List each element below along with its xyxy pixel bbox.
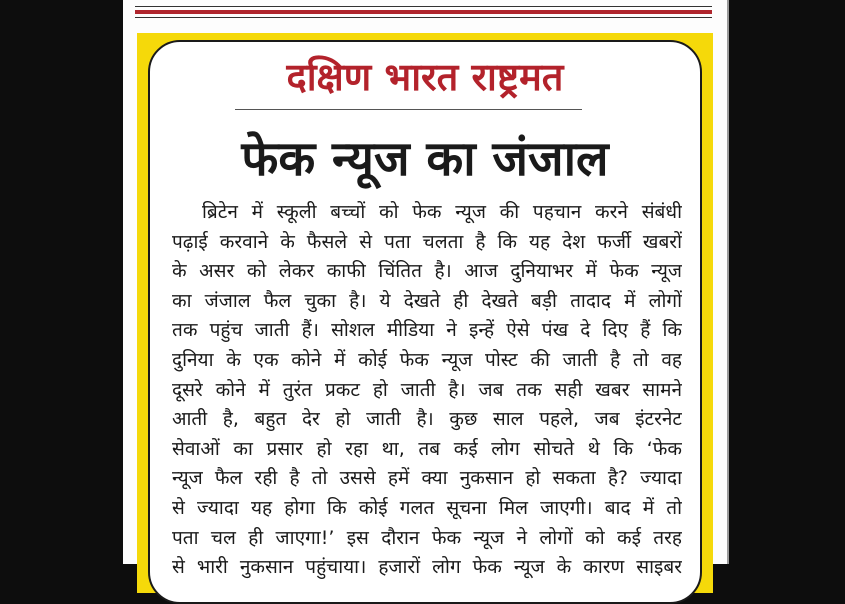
body-line: पता चल ही जाएगा!’ इस दौरान फेक न्यूज ने लोगों को कई तरह	[172, 526, 682, 549]
masthead-divider	[235, 109, 582, 110]
body-line: ब्रिटेन में स्कूली बच्चों को फेक न्यूज की पहचान करने संबंधी	[202, 201, 682, 223]
body-line: से भारी नुकसान पहुंचाया। हजारों लोग फेक न्यूज के कारण साइबर	[172, 556, 682, 579]
body-line: पढ़ाई करवाने के फैसले से पता चलता है कि यह देश फर्जी खबरों	[172, 230, 682, 253]
body-line: सेवाओं का प्रसार हो रहा था, तब कई लोग सोचते थे कि ‘फेक	[172, 437, 682, 460]
article-body	[172, 198, 682, 583]
top-rule	[135, 6, 712, 7]
page-edge	[727, 0, 729, 564]
headline: फेक न्यूज का जंजाल	[241, 131, 609, 187]
body-line: का जंजाल फैल चुका है। ये देखते ही देखते बड़ी तादाद में लोगों	[172, 289, 682, 312]
body-line: दूसरे कोने में तुरंत प्रकट हो जाती है। जब तक सही खबर सामने	[172, 378, 682, 401]
body-line: के असर को लेकर काफी चिंतित है। आज दुनियाभर में फेक न्यूज	[172, 260, 682, 283]
body-line: से ज्यादा यह होगा कि कोई गलत सूचना मिल जाएगी। बाद में तो	[172, 496, 682, 519]
red-rule	[135, 10, 712, 14]
body-line: तक पहुंच जाती हैं। सोशल मीडिया ने इन्हें ऐसे पंख दे दिए हैं कि	[172, 319, 682, 342]
masthead: दक्षिण भारत राष्ट्रमत	[286, 55, 564, 99]
body-line: न्यूज फैल रही है तो उससे हमें क्या नुकसान हो सकता है? ज्यादा	[172, 467, 682, 490]
body-line: आती है, बहुत देर हो जाती है। कुछ साल पहले, जब इंटरनेट	[172, 408, 682, 431]
body-line: दुनिया के एक कोने में कोई फेक न्यूज पोस्ट की जाती है तो वह	[172, 348, 682, 371]
bottom-rule	[135, 17, 712, 18]
